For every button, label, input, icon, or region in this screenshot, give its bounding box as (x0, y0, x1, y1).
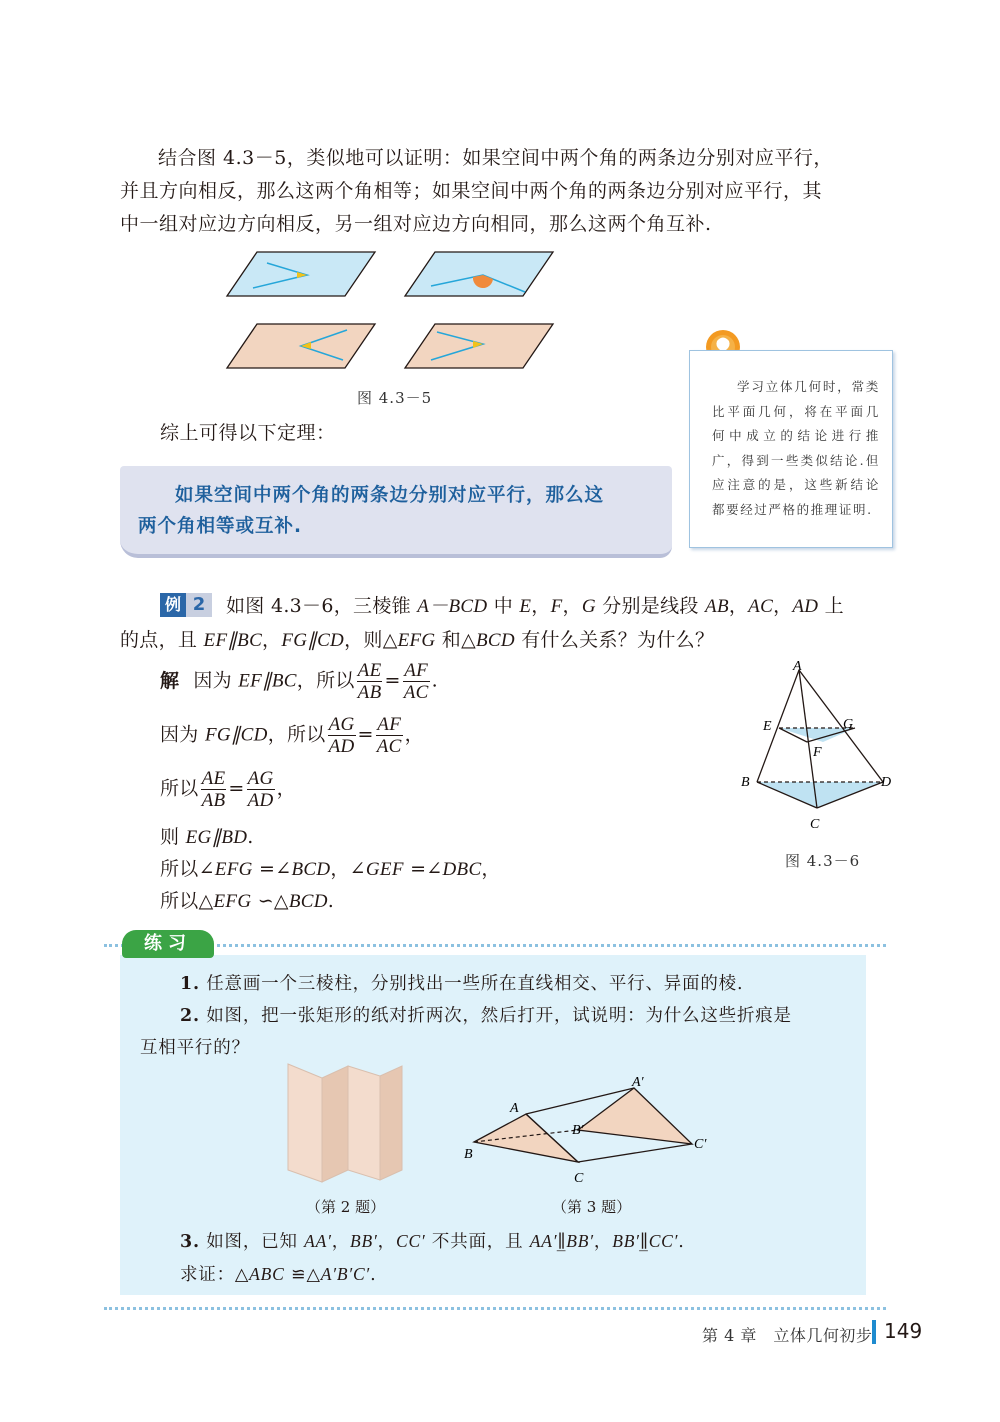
fraction: $\frac{AE}{AB}$ (201, 768, 226, 811)
label-A: A (510, 1101, 519, 1116)
example-badge-number: 2 (186, 593, 212, 617)
side-note-text: 学习立体几何时，常类比平面几何，将在平面几何中成立的结论进行推广，得到一些类似结论.但应注意的是，这些新结论都要经过严格的推理证明. (712, 379, 880, 517)
prism-figure (460, 1070, 720, 1190)
example-badge (160, 593, 212, 617)
solution-label: 解 (160, 669, 180, 692)
footer-divider (872, 1320, 876, 1344)
solution-step-4: 则 EG∥BD. (160, 826, 254, 848)
label-C: C (574, 1171, 584, 1186)
summary-text: 综上可得以下定理： (160, 422, 336, 444)
fig-3-caption: （第 3 题） (552, 1198, 632, 1216)
intro-line-1: 结合图 4.3－5，类似地可以证明：如果空间中两个角的两条边分别对应平行， (158, 147, 833, 169)
label-A: A (793, 659, 802, 674)
footer-chapter: 第 4 章 立体几何初步 (702, 1326, 873, 1345)
label-B: B (741, 775, 750, 790)
theorem-box (120, 466, 672, 558)
label-C: C (810, 817, 820, 832)
exercise-item-2-line-2: 互相平行的？ (140, 1038, 250, 1058)
solution-step-3: 所以 $\frac{AE}{AB}$ = $\frac{AG}{AD}$ ， (160, 768, 296, 811)
label-G: G (843, 717, 854, 732)
folded-paper-figure (270, 1058, 410, 1188)
label-B: B (464, 1147, 473, 1162)
example-question-line-1: 如图 4.3－6，三棱锥 A－BCD 中 E，F，G 分别是线段 AB，AC，AD 上 (226, 595, 844, 617)
solution-step-1: 解 因为 EF∥BC，所以 $\frac{AE}{AB}$ = $\frac{AF}{AC}$ . (160, 660, 438, 703)
intro-paragraph (120, 142, 880, 241)
figure-4-3-5 (225, 248, 565, 378)
exercise-item-1: 1. 任意画一个三棱柱，分别找出一些所在直线相交、平行、异面的棱. (180, 974, 744, 994)
blue-plane-2 (405, 252, 553, 296)
side-note (689, 350, 893, 548)
label-A-prime: A′ (632, 1075, 644, 1090)
fraction: $\frac{AE}{AB}$ (357, 660, 382, 703)
theorem-line-2: 两个角相等或互补. (138, 516, 303, 537)
page-number: 149 (884, 1319, 923, 1343)
base-triangle-fill (757, 782, 883, 808)
label-E: E (763, 719, 772, 734)
fraction: $\frac{AF}{AC}$ (403, 660, 429, 703)
exercise-tag: 练习 (122, 930, 214, 958)
label-C-prime: C′ (694, 1137, 707, 1152)
solution-step-2: 因为 FG∥CD，所以 $\frac{AG}{AD}$ = $\frac{AF}{AC}$ ， (160, 714, 424, 757)
label-B-prime: B′ (572, 1123, 584, 1138)
intro-line-2: 并且方向相反，那么这两个角相等；如果空间中两个角的两条边分别对应平行，其 (120, 180, 823, 202)
theorem-line-1: 如果空间中两个角的两条边分别对应平行，那么这 (175, 485, 605, 506)
label-D: D (881, 775, 892, 790)
exercise-item-3-proof: 求证：△ABC ≌△A′B′C′. (180, 1264, 377, 1285)
figure-4-3-6-caption: 图 4.3－6 (785, 852, 861, 870)
fraction: $\frac{AF}{AC}$ (376, 714, 402, 757)
fig-2-caption: （第 2 题） (306, 1198, 386, 1216)
fraction: $\frac{AG}{AD}$ (328, 714, 355, 757)
solution-step-6: 所以△EFG ∽△BCD. (160, 890, 335, 912)
figure-4-3-5-caption: 图 4.3－5 (357, 389, 433, 407)
exercise-item-2-line-1: 2. 如图，把一张矩形的纸对折两次，然后打开，试说明：为什么这些折痕是 (180, 1006, 792, 1026)
figure-4-3-6 (735, 658, 895, 838)
example-badge-label: 例 (160, 593, 186, 617)
fraction: $\frac{AG}{AD}$ (247, 768, 274, 811)
solution-step-5: 所以∠EFG =∠BCD，∠GEF =∠DBC， (160, 858, 501, 880)
intro-line-3: 中一组对应边方向相反，另一组对应边方向相同，那么这两个角互补. (120, 213, 712, 235)
label-F: F (813, 745, 822, 760)
example-question-line-2: 的点，且 EF∥BC，FG∥CD，则△EFG 和△BCD 有什么关系？为什么？ (120, 629, 715, 651)
exercise-item-3: 3. 如图，已知 AA′，BB′，CC′ 不共面，且 AA′∥̲BB′，BB′∥̲CC′. (180, 1231, 685, 1252)
